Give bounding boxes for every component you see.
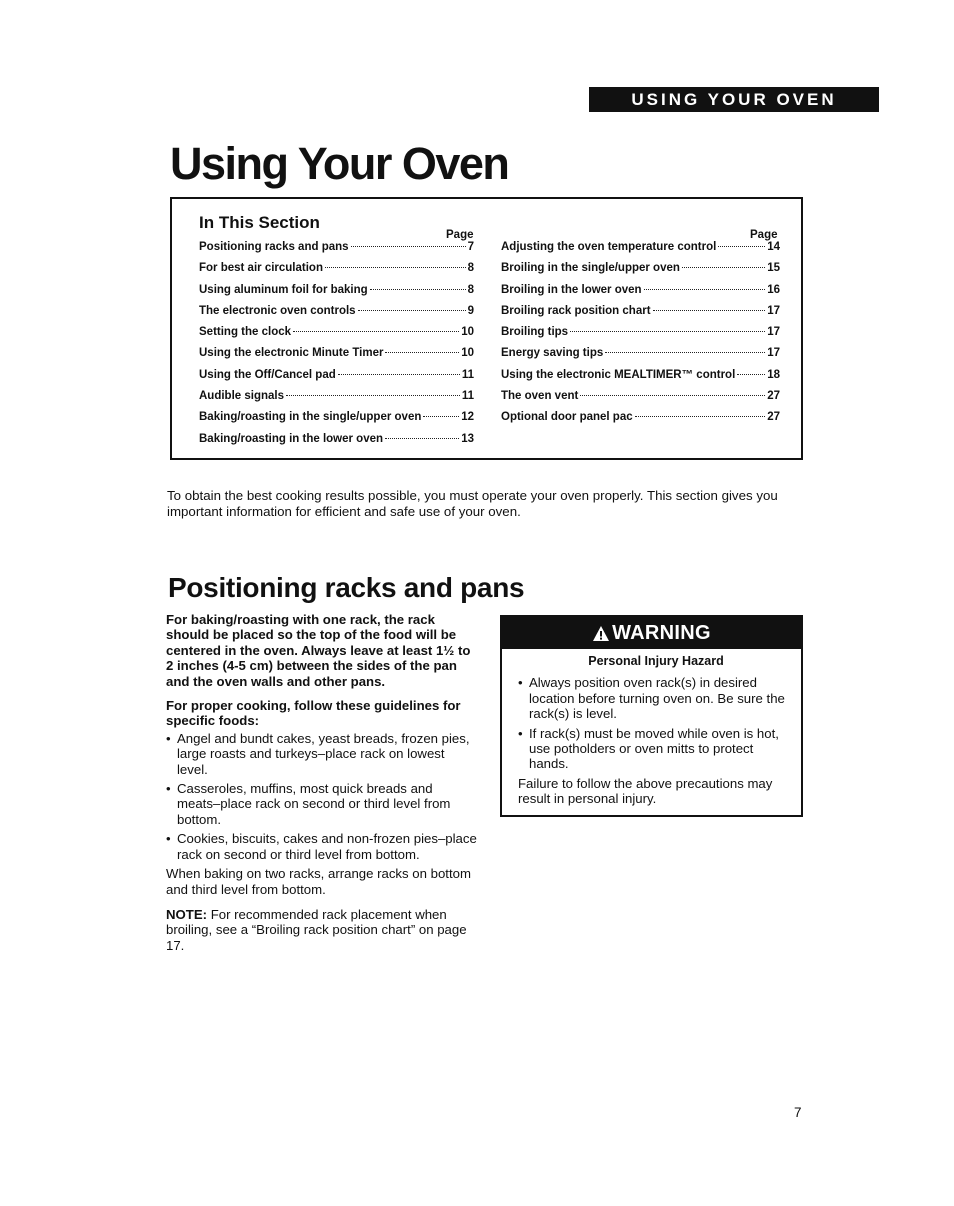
toc-heading: In This Section xyxy=(199,213,320,232)
toc-entry: Broiling tips 17 xyxy=(501,326,780,339)
list-item: • Cookies, biscuits, cakes and non-frozen pies–place rack on second or third level from bottom. xyxy=(166,831,478,862)
intro-paragraph: To obtain the best cooking results possible, you must operate your oven properly. This section gives you important information for efficient and safe use of your oven. xyxy=(167,488,778,519)
list-item: • If rack(s) must be moved while oven is hot, use potholders or oven mitts to protect hands. xyxy=(518,726,794,772)
note-paragraph xyxy=(166,907,478,953)
list-item: • Casseroles, muffins, most quick breads and meats–place rack on second or third level from bottom. xyxy=(166,781,478,827)
toc-entry: Baking/roasting in the single/upper oven 12 xyxy=(199,411,474,424)
toc-entry: Using aluminum foil for baking 8 xyxy=(199,283,474,296)
warning-triangle-icon xyxy=(592,625,610,642)
note-text: For recommended rack placement when broiling, see a “Broiling rack position chart” on page 17. xyxy=(166,906,467,953)
toc-entry: Baking/roasting in the lower oven 13 xyxy=(199,432,474,445)
warning-body xyxy=(518,654,794,807)
toc-entry: Adjusting the oven temperature control 14 xyxy=(501,241,780,253)
warning-footer: Failure to follow the above precautions may result in personal injury. xyxy=(518,775,773,807)
toc-entry: Setting the clock 10 xyxy=(199,326,474,339)
page-number: 7 xyxy=(794,1105,802,1120)
toc-entry: Using the electronic Minute Timer 10 xyxy=(199,347,474,360)
warning-banner xyxy=(502,617,801,649)
warning-label: WARNING xyxy=(612,621,711,644)
two-racks-paragraph: When baking on two racks, arrange racks on bottom and third level from bottom. xyxy=(166,866,471,897)
rack-placement-paragraph: For baking/roasting with one rack, the rack should be placed so the top of the food will be centered in the oven. Always leave at least 1½ to 2 inches (4-5 cm) between the sides of the pan and the oven walls and other pans. xyxy=(166,612,471,689)
toc-entry: Energy saving tips 17 xyxy=(501,347,780,360)
toc-entry: Optional door panel pac 27 xyxy=(501,411,780,424)
toc-page-header-right: Page xyxy=(750,229,778,241)
note-label: NOTE: xyxy=(166,906,208,922)
toc-page-header-left: Page xyxy=(446,229,474,241)
toc-entry: For best air circulation 8 xyxy=(199,262,474,275)
section-heading: Positioning racks and pans xyxy=(168,572,525,603)
toc-entry: The oven vent 27 xyxy=(501,390,780,403)
warning-title: Personal Injury Hazard xyxy=(588,654,724,668)
toc-entry: Broiling rack position chart 17 xyxy=(501,304,780,317)
toc-entry: The electronic oven controls 9 xyxy=(199,304,474,317)
warning-box xyxy=(500,615,803,817)
guidelines-heading: For proper cooking, follow these guidelines for specific foods: xyxy=(166,698,461,729)
positioning-body xyxy=(166,612,478,953)
section-tab: USING YOUR OVEN xyxy=(589,87,879,112)
toc-entry: Broiling in the single/upper oven 15 xyxy=(501,262,780,275)
toc-left-column xyxy=(199,241,474,454)
toc-entry: Broiling in the lower oven 16 xyxy=(501,283,780,296)
list-item: • Angel and bundt cakes, yeast breads, frozen pies, large roasts and turkeys–place rack on lowest level. xyxy=(166,731,478,777)
toc-entry: Using the Off/Cancel pad 11 xyxy=(199,368,474,381)
warning-list xyxy=(518,675,794,771)
toc-entry: Using the electronic MEALTIMER™ control 18 xyxy=(501,368,780,381)
toc-box xyxy=(170,197,803,460)
toc-right-column xyxy=(501,241,780,433)
toc-entry: Audible signals 11 xyxy=(199,390,474,403)
page-title: Using Your Oven xyxy=(170,138,509,189)
guidelines-list xyxy=(166,731,478,862)
list-item: • Always position oven rack(s) in desired location before turning oven on. Be sure the rack(s) is level. xyxy=(518,675,794,721)
toc-entry: Positioning racks and pans 7 xyxy=(199,241,474,253)
